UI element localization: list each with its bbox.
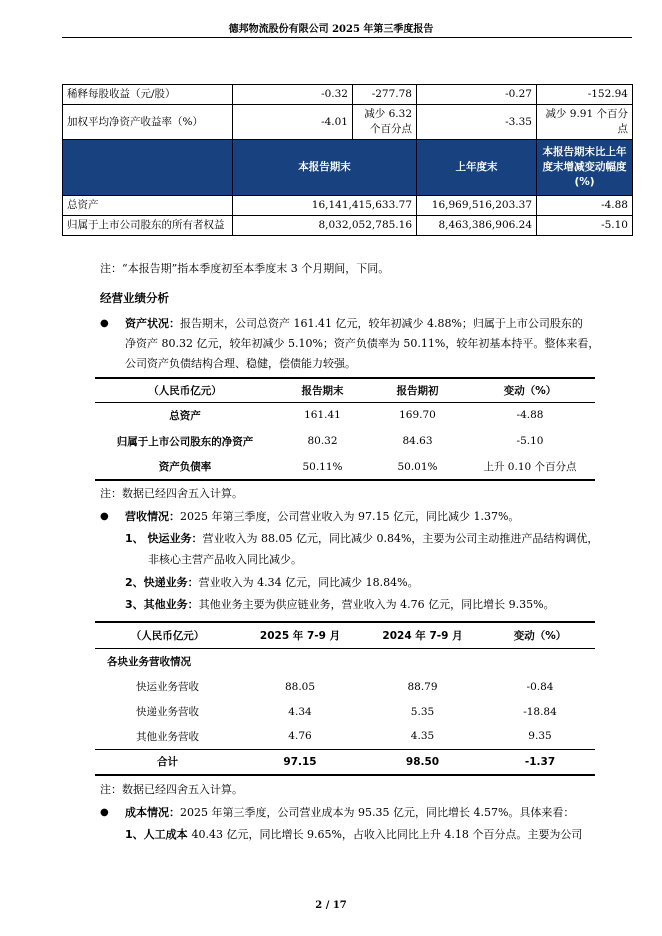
cell-value: 169.70 [399, 409, 436, 422]
column-header: （人民币亿元） [95, 622, 240, 648]
rounding-note: 注：数据已经四舍五入计算。 [100, 487, 243, 500]
sub-item-label: 2、快递业务： [125, 576, 199, 589]
column-header: 报告期末 [275, 378, 370, 402]
bullet-icon: ● [100, 318, 109, 329]
row-label: 归属于上市公司股东的净资产 [116, 435, 254, 448]
cost-label: 成本情况： [125, 806, 180, 819]
cell-value: 上升 0.10 个百分点 [465, 454, 595, 480]
cost-item-label: 1、人工成本 [125, 828, 192, 841]
cell-value: -0.32 [233, 85, 353, 105]
row-label: 归属于上市公司股东的所有者权益 [63, 216, 233, 236]
table-row [95, 454, 595, 480]
cell-value: 减少 6.32 个百分点 [353, 105, 417, 140]
cell-value: -4.01 [233, 105, 353, 140]
section-title: 经营业绩分析 [100, 291, 169, 305]
row-label: 总资产 [169, 409, 201, 422]
page-number: 2 / 17 [315, 900, 347, 911]
revenue-table [95, 621, 595, 776]
column-header: （人民币亿元） [95, 378, 275, 402]
bullet-icon: ● [100, 807, 109, 818]
cell-value: 5.35 [410, 705, 435, 718]
cell-value: 4.34 [288, 705, 312, 718]
cell-value: 50.11% [275, 454, 370, 480]
header-divider [62, 37, 632, 38]
table-row [63, 196, 633, 216]
total-row [95, 749, 595, 775]
cell-value: -5.10 [516, 435, 544, 447]
column-header: 2025 年 7-9 月 [240, 622, 360, 648]
cell-value: 98.50 [360, 749, 485, 775]
cell-value: 4.76 [240, 724, 360, 749]
table-header-row [95, 622, 595, 648]
cell-value: -3.35 [417, 105, 537, 140]
empty-header-cell [63, 140, 233, 196]
asset-para-line: 净资产 80.32 亿元，较年初减少 5.10%；资产负债率为 50.11%，较年初基本持平。整体来看， [125, 337, 600, 350]
revenue-label: 营收情况： [125, 510, 180, 523]
column-header: 变动（%） [485, 622, 595, 648]
table-row [63, 216, 633, 236]
report-header: 德邦物流股份有限公司 2025 年第三季度报告 [228, 24, 434, 35]
row-label: 资产负债率 [95, 454, 275, 480]
cell-value: -277.78 [353, 85, 417, 105]
revenue-text: 2025 年第三季度，公司营业收入为 97.15 亿元，同比减少 1.37%。 [180, 510, 520, 523]
column-header: 本报告期末比上年度末增减变动幅度(%) [537, 140, 633, 196]
row-label: 总资产 [63, 196, 233, 216]
cell-value: -18.84 [523, 705, 557, 718]
cost-para [125, 803, 574, 822]
cell-value: 16,141,415,633.77 [233, 196, 417, 216]
cell-value: -152.94 [537, 85, 633, 105]
column-header: 变动（%） [465, 378, 595, 402]
row-label: 加权平均净资产收益率（%） [63, 105, 233, 140]
asset-label: 资产状况： [125, 317, 180, 330]
cell-value: 8,032,052,785.16 [233, 216, 417, 236]
rounding-note: 注：数据已经四舍五入计算。 [100, 783, 243, 796]
revenue-para [125, 507, 519, 526]
cell-value: -1.37 [485, 749, 595, 775]
cell-value: -4.88 [516, 409, 544, 422]
table-row [95, 428, 595, 454]
sub-item [125, 595, 555, 614]
row-label: 稀释每股收益（元/股） [63, 85, 233, 105]
table-header-row [95, 378, 595, 402]
cell-value: -4.88 [537, 196, 633, 216]
column-header: 报告期初 [370, 378, 465, 402]
cost-text: 2025 年第三季度，公司营业成本为 95.35 亿元，同比增长 4.57%。具体来看： [180, 806, 575, 819]
sub-item-text: 营业收入为 88.05 亿元，同比减少 0.84%，主要为公司主动推进产品结构调优， [202, 532, 599, 545]
cell-value: -0.27 [417, 85, 537, 105]
asset-table [95, 377, 595, 481]
sub-item-text: 营业收入为 4.34 亿元，同比减少 18.84%。 [198, 576, 419, 589]
sub-item [125, 573, 419, 592]
asset-text: 报告期末，公司总资产 161.41 亿元，较年初减少 4.88%；归属于上市公司股东的 [180, 317, 583, 330]
bullet-icon: ● [100, 511, 109, 522]
cell-value: 50.01% [370, 454, 465, 480]
table-row [63, 85, 633, 105]
table-row [95, 699, 595, 724]
row-label: 其他业务营收 [95, 724, 240, 749]
cell-value: 97.15 [240, 749, 360, 775]
cell-value: 161.41 [304, 409, 341, 422]
table-row [63, 105, 633, 140]
sub-item [125, 529, 598, 548]
financial-indicators-table [62, 84, 633, 236]
row-label: 合计 [95, 749, 240, 775]
column-header: 上年度末 [417, 140, 537, 196]
sub-item-label: 3、其他业务： [125, 598, 199, 611]
group-row [95, 648, 595, 674]
cell-value: 16,969,516,203.37 [417, 196, 537, 216]
row-label: 快运业务营收 [136, 681, 199, 693]
cell-value: 4.35 [360, 724, 485, 749]
asset-para-line [125, 314, 583, 333]
table-row [95, 724, 595, 749]
sub-item-text: 其他业务主要为供应链业务，营业收入为 4.76 亿元，同比增长 9.35%。 [198, 598, 555, 611]
cost-item [125, 825, 582, 844]
cost-item-text: 40.43 亿元，同比增长 9.65%，占收入比同比上升 4.18 个百分点。主要为公司 [191, 828, 583, 841]
table-header-row [63, 140, 633, 196]
column-header: 本报告期末 [233, 140, 417, 196]
table-row [95, 674, 595, 699]
cell-value: 减少 9.91 个百分点 [537, 105, 633, 140]
column-header: 2024 年 7-9 月 [360, 622, 485, 648]
cell-value: 88.05 [284, 680, 316, 693]
row-label: 快递业务营收 [136, 706, 199, 718]
cell-value: 9.35 [485, 724, 595, 749]
cell-value: 80.32 [307, 435, 338, 447]
cell-value: 8,463,386,906.24 [417, 216, 537, 236]
sub-item-label: 1、 快运业务： [125, 532, 203, 545]
sub-item-cont: 非核心主营产品收入同比减少。 [148, 553, 302, 566]
cell-value: -5.10 [537, 216, 633, 236]
asset-para-line: 公司资产负债结构合理、稳健，偿债能力较强。 [125, 357, 356, 370]
period-note: 注：“本报告期”指本季度初至本季度末 3 个月期间，下同。 [100, 262, 390, 275]
cell-value: -0.84 [526, 680, 554, 693]
group-label: 各块业务营收情况 [107, 655, 191, 668]
cell-value: 88.79 [407, 680, 438, 693]
table-row [95, 402, 595, 428]
cell-value: 84.63 [402, 435, 433, 447]
